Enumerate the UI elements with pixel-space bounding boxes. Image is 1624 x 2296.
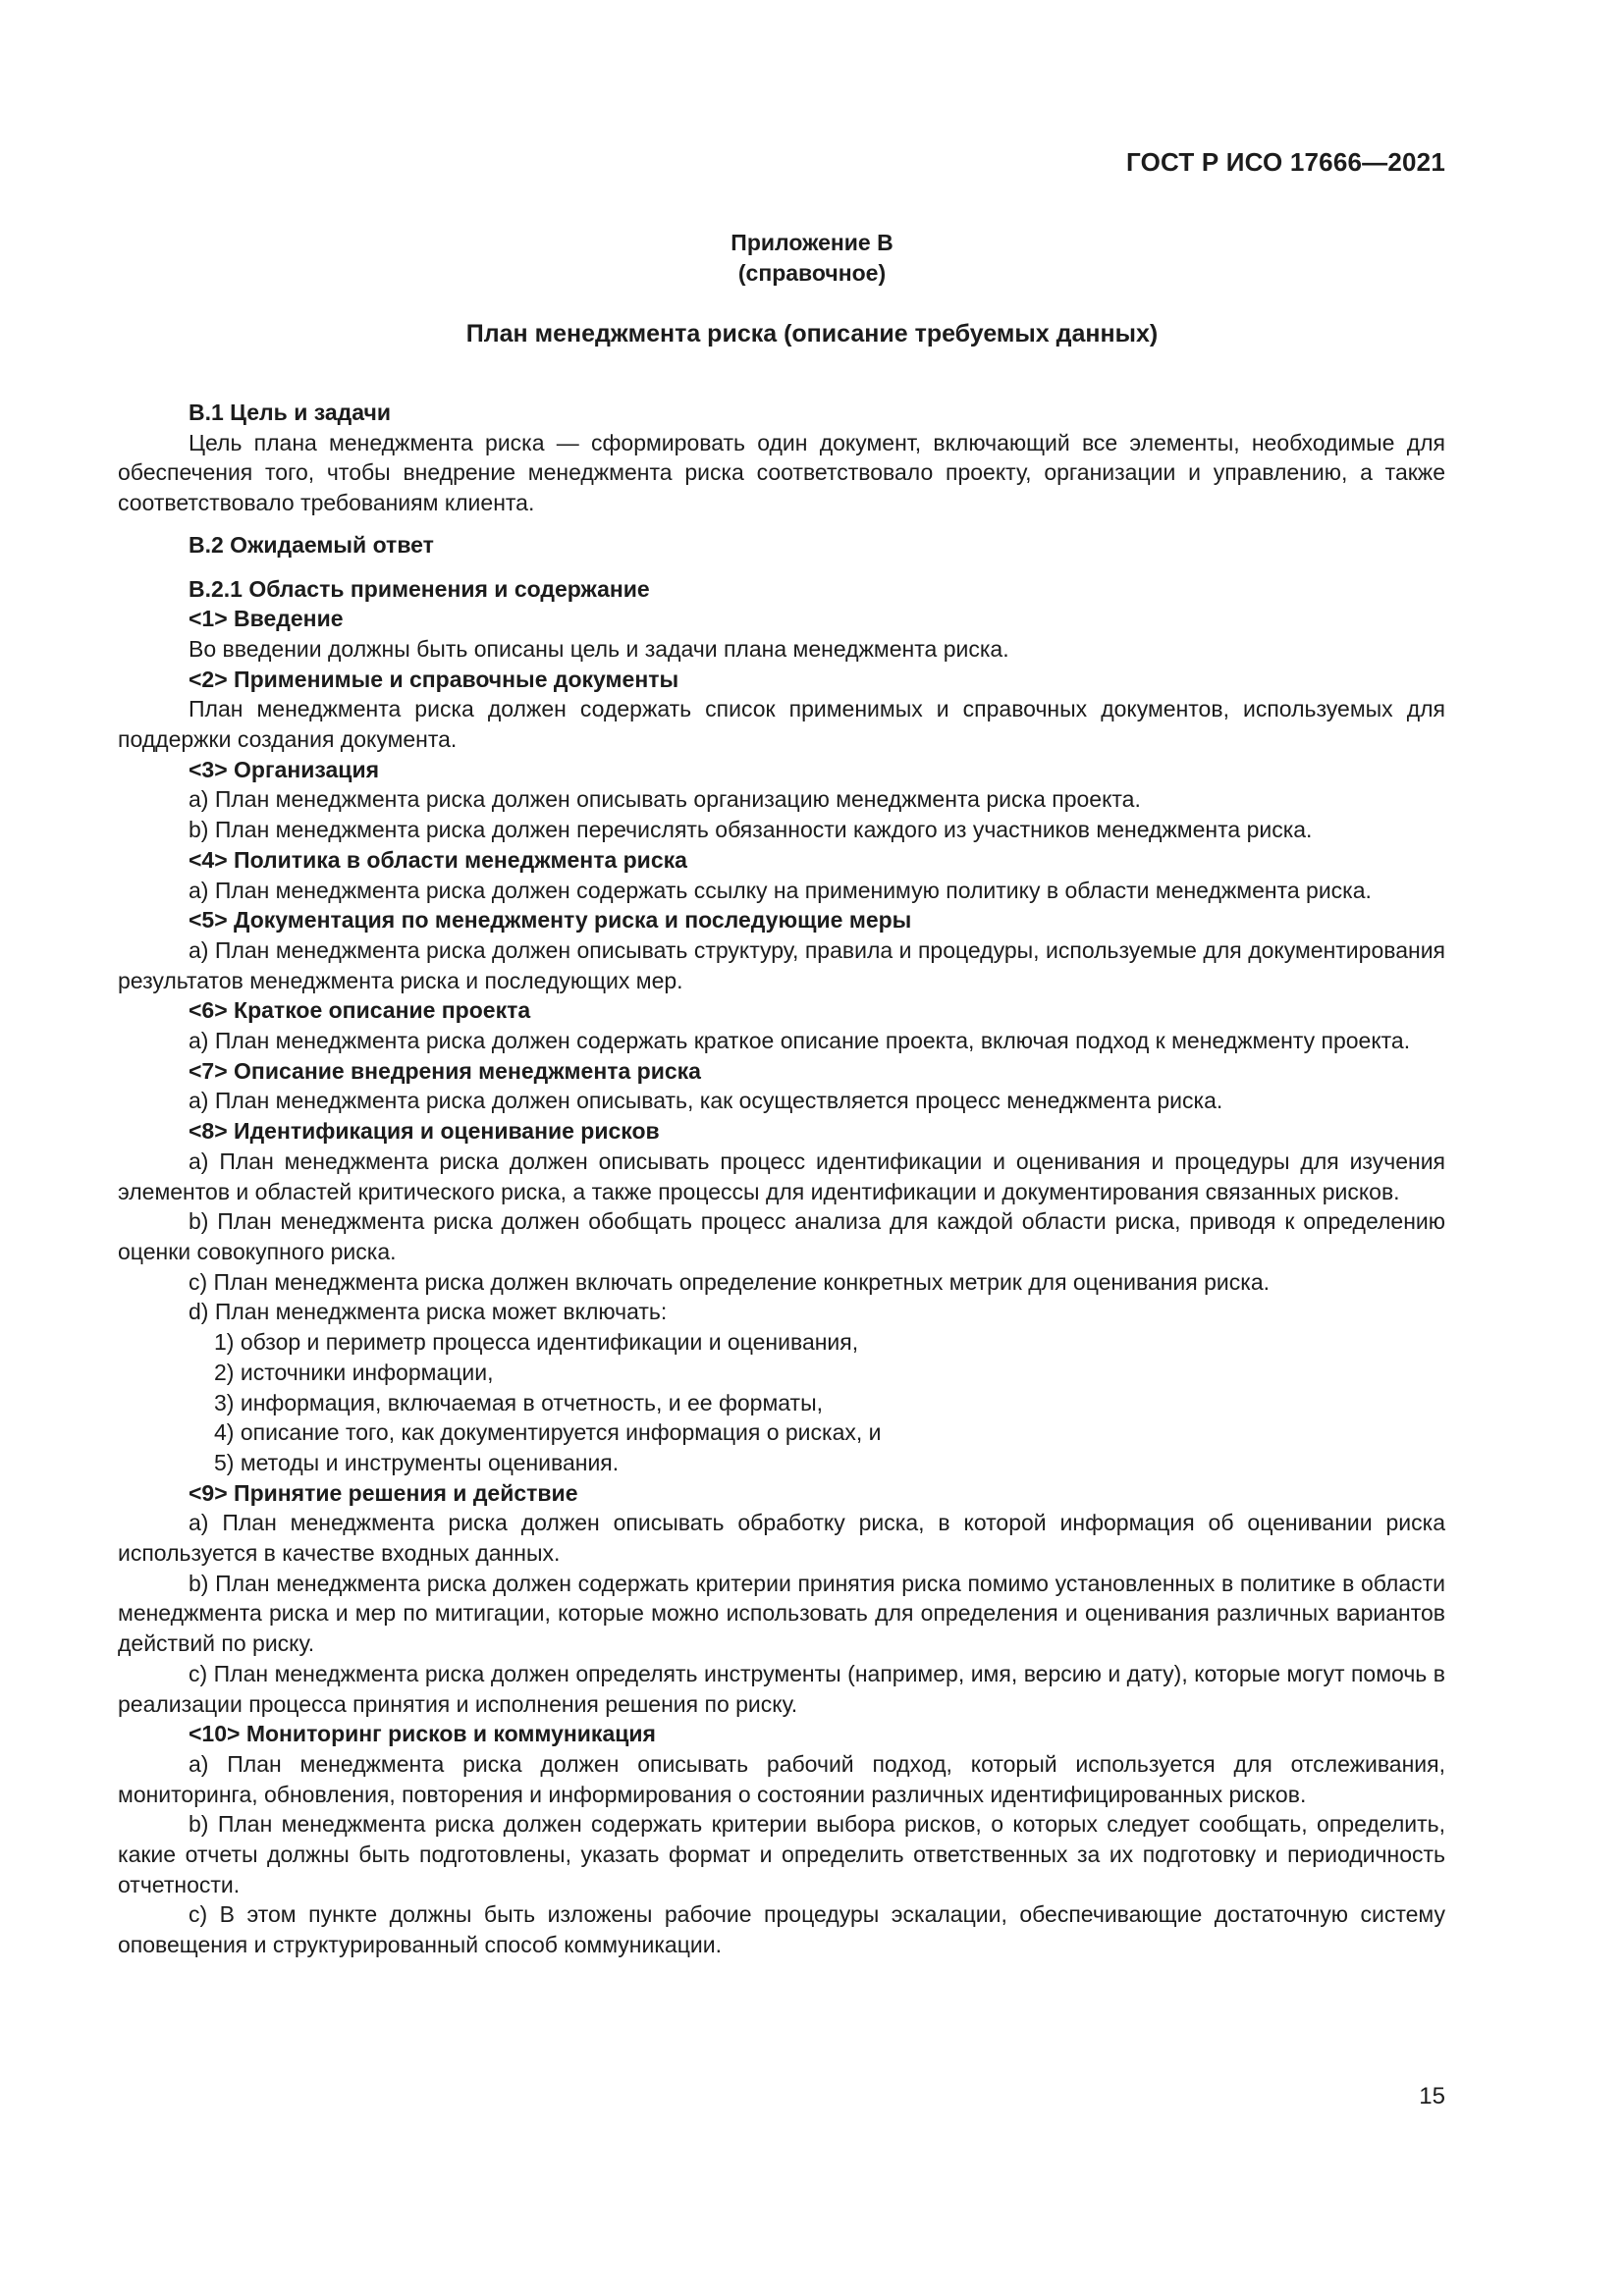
appendix-title: Приложение В (731, 230, 893, 255)
item-3-b: b) План менеджмента риска должен перечислять обязанности каждого из участников менеджмента риска. (189, 817, 1313, 843)
item-2-text: План менеджмента риска должен содержать список применимых и справочных документов, используемых для поддержки создания документа. (118, 696, 1445, 753)
item-7-heading: <7> Описание внедрения менеджмента риска (189, 1057, 701, 1084)
item-8-c: c) План менеджмента риска должен включать определение конкретных метрик для оценивания риска. (189, 1268, 1271, 1295)
item-5-heading: <5> Документация по менеджменту риска и последующие меры (189, 907, 912, 934)
item-10-c: c) В этом пункте должны быть изложены рабочие процедуры эскалации, обеспечивающие достаточную систему оповещения и структурированный способ коммуникации. (118, 1901, 1445, 1958)
item-8-list-3: 3) информация, включаемая в отчетность, и ее форматы, (214, 1389, 824, 1415)
item-8-d: d) План менеджмента риска может включать: (189, 1299, 668, 1325)
item-9-heading: <9> Принятие решения и действие (189, 1479, 578, 1506)
item-9-a: a) План менеджмента риска должен описывать обработку риска, в которой информация об оценивании риска используется в качестве входных данных. (118, 1510, 1445, 1567)
document-body (118, 398, 1445, 1960)
item-7-a: a) План менеджмента риска должен описывать, как осуществляется процесс менеджмента риска. (189, 1088, 1223, 1114)
item-1-heading: <1> Введение (189, 606, 344, 632)
item-2-heading: <2> Применимые и справочные документы (189, 666, 679, 692)
appendix-heading (0, 228, 1624, 289)
section-b2-heading: В.2 Ожидаемый ответ (189, 531, 434, 558)
item-10-a: a) План менеджмента риска должен описывать рабочий подход, который используется для отслеживания, мониторинга, обновления, повторения и информирования о состоянии различных идентифицированных рисков. (118, 1750, 1445, 1807)
section-b1-heading: В.1 Цель и задачи (189, 400, 391, 425)
item-3-heading: <3> Организация (189, 756, 380, 782)
item-4-a: a) План менеджмента риска должен содержать ссылку на применимую политику в области менеджмента риска. (189, 877, 1372, 903)
item-8-list-4: 4) описание того, как документируется информация о рисках, и (214, 1419, 882, 1446)
item-4-heading: <4> Политика в области менеджмента риска (189, 846, 687, 873)
item-8-a: a) План менеджмента риска должен описывать процесс идентификации и оценивания и процедуры для изучения элементов и областей критического риска, а также процессы для идентификации и документирования связанных рисков. (118, 1148, 1445, 1204)
document-code: ГОСТ Р ИСО 17666—2021 (1125, 147, 1445, 177)
item-8-heading: <8> Идентификация и оценивание рисков (189, 1118, 660, 1145)
section-b21-heading: В.2.1 Область применения и содержание (189, 575, 650, 602)
plan-title: План менеджмента риска (описание требуемых данных) (465, 320, 1159, 347)
item-10-b: b) План менеджмента риска должен содержать критерии выбора рисков, о которых следует сообщать, определить, какие отчеты должны быть подготовлены, указать формат и определить ответственных за их подготовку и периодичность отчетности. (118, 1811, 1445, 1897)
item-6-a: a) План менеджмента риска должен содержать краткое описание проекта, включая подход к менеджменту проекта. (189, 1028, 1411, 1054)
item-9-b: b) План менеджмента риска должен содержать критерии принятия риска помимо установленных в политике в области менеджмента риска и мер по митигации, которые можно использовать для определения и оценивания различных вариантов действий по риску. (118, 1570, 1445, 1657)
item-9-c: c) План менеджмента риска должен определять инструменты (например, имя, версию и дату), которые могут помочь в реализации процесса принятия и исполнения решения по риску. (118, 1660, 1445, 1717)
page-number: 15 (1419, 2083, 1445, 2109)
item-1-text: Во введении должны быть описаны цель и задачи плана менеджмента риска. (189, 635, 1009, 662)
item-5-a: a) План менеджмента риска должен описывать структуру, правила и процедуры, используемые для документирования результатов менеджмента риска и последующих мер. (118, 936, 1445, 993)
item-8-list-2: 2) источники информации, (214, 1359, 494, 1385)
item-8-list-5: 5) методы и инструменты оценивания. (214, 1449, 620, 1475)
item-6-heading: <6> Краткое описание проекта (189, 997, 531, 1024)
appendix-subtitle: (справочное) (737, 260, 887, 286)
section-b1-text: Цель плана менеджмента риска — сформировать один документ, включающий все элементы, необходимые для обеспечения того, чтобы внедрение менеджмента риска соответствовало проекту, организации и управлению, а также соответствовало требованиям клиента. (118, 429, 1445, 516)
item-3-a: a) План менеджмента риска должен описывать организацию менеджмента риска проекта. (189, 786, 1141, 813)
item-8-b: b) План менеджмента риска должен обобщать процесс анализа для каждой области риска, приводя к определению оценки совокупного риска. (118, 1208, 1445, 1264)
item-8-list-1: 1) обзор и периметр процесса идентификации и оценивания, (214, 1329, 859, 1356)
item-10-heading: <10> Мониторинг рисков и коммуникация (189, 1721, 656, 1747)
